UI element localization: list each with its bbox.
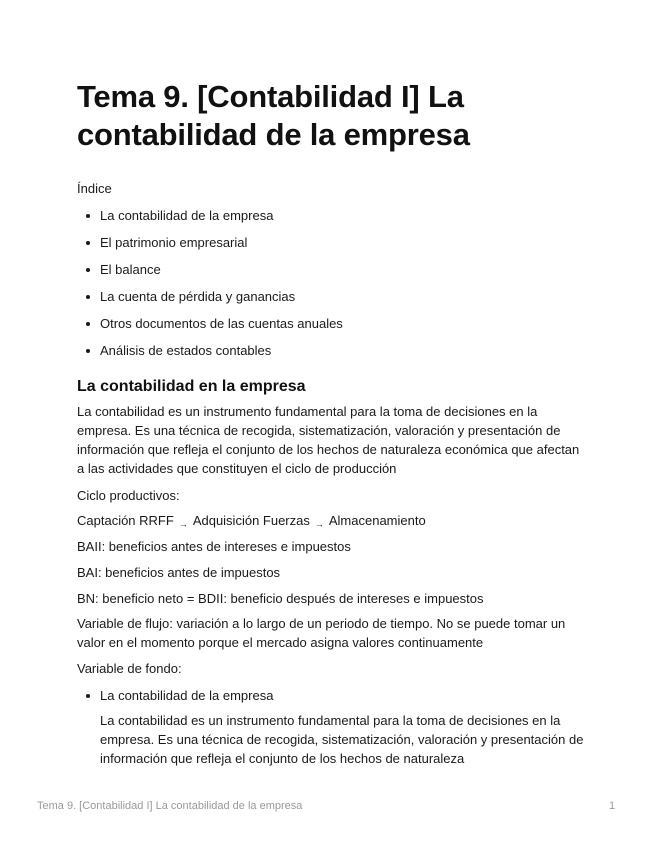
sub-list-item-label: La contabilidad de la empresa [100,688,274,703]
definition-bn: BN: beneficio neto = BDII: beneficio después de intereses e impuestos [77,591,484,606]
cycle-steps [77,511,587,532]
sub-list-line: La contabilidad es un instrumento fundamental para la toma de decisiones en la [100,713,561,728]
flow-variable-line: Variable de flujo: variación a lo largo de un periodo de tiempo. No se puede tomar un [77,616,566,631]
section-heading: La contabilidad en la empresa [77,378,306,395]
sub-list-line: empresa. Es una técnica de recogida, sistematización, valoración y presentación de [100,732,584,747]
intro-line: La contabilidad es un instrumento fundamental para la toma de decisiones en la [77,404,538,419]
definition-baii: BAII: beneficios antes de intereses e impuestos [77,539,351,554]
flow-variable-paragraph [77,614,587,652]
table-of-contents [77,206,343,368]
intro-line: información que refleja el conjunto de los hechos de naturaleza económica que afectan [77,442,580,457]
footer-page-number: 1 [609,800,616,812]
flow-variable-line: valor en el momento porque el mercado asigna valores continuamente [77,635,484,650]
stock-variable-label: Variable de fondo: [77,661,182,676]
toc-item: El balance [77,260,343,287]
toc-item: Otros documentos de las cuentas anuales [77,314,343,341]
arrow-right-icon: → [178,519,188,529]
toc-item: La cuenta de pérdida y ganancias [77,287,343,314]
bullet-icon [86,694,90,698]
index-label: Índice [77,181,112,196]
sub-list-line: información que refleja el conjunto de los hechos de naturaleza [100,751,465,766]
cycle-step: Adquisición Fuerzas [192,513,310,528]
cycle-step: Almacenamiento [328,513,426,528]
intro-line: a las actividades que constituyen el ciclo de producción [77,461,397,476]
cycle-label: Ciclo productivos: [77,488,180,503]
intro-line: empresa. Es una técnica de recogida, sistematización, valoración y presentación de [77,423,561,438]
cycle-step: Captación RRFF [77,513,174,528]
arrow-right-icon: → [314,519,324,529]
toc-item: La contabilidad de la empresa [77,206,343,233]
sub-list-paragraph [100,711,600,768]
intro-paragraph [77,402,587,478]
toc-item: El patrimonio empresarial [77,233,343,260]
page-title: Tema 9. [Contabilidad I] La contabilidad de la empresa [77,79,470,152]
toc-item: Análisis de estados contables [77,341,343,368]
definition-bai: BAI: beneficios antes de impuestos [77,565,281,580]
footer-title: Tema 9. [Contabilidad I] La contabilidad de la empresa [37,800,303,812]
